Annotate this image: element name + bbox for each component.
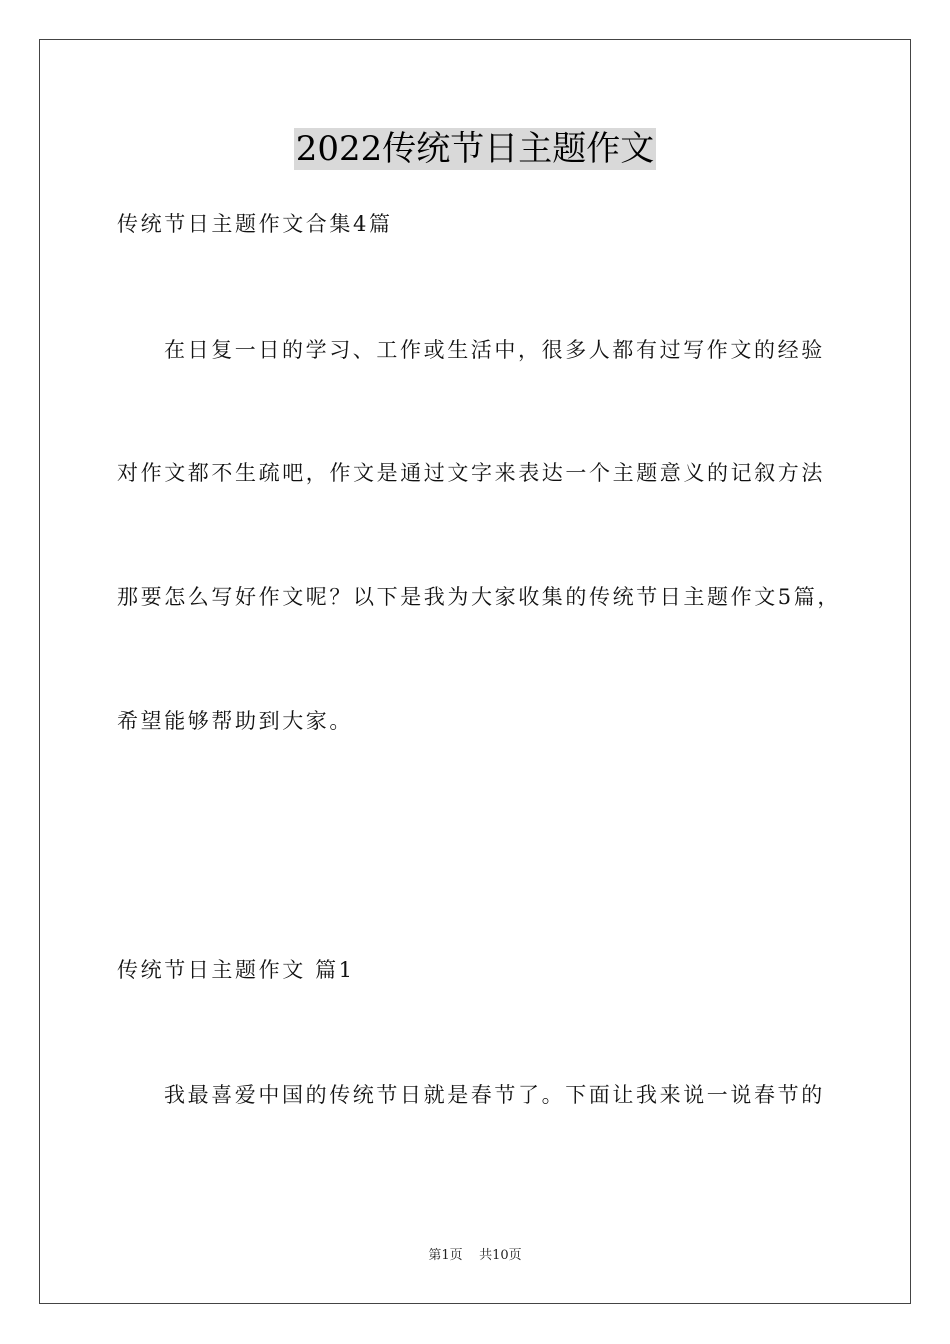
page-footer [0,1248,950,1264]
title-container [0,128,950,170]
intro-line-1: 在日复一日的学习、工作或生活中，很多人都有过写作文的经验 [164,338,825,362]
intro-line-2: 对作文都不生疏吧，作文是通过文字来表达一个主题意义的记叙方法 [117,461,825,485]
page-number: 第1页 [428,1248,463,1263]
document-subtitle: 传统节日主题作文合集4篇 [117,212,393,236]
section-line-1: 我最喜爱中国的传统节日就是春节了。下面让我来说一说春节的 [164,1083,825,1107]
document-title: 2022传统节日主题作文 [295,129,655,169]
intro-line-4: 希望能够帮助到大家。 [117,709,353,733]
intro-line-3: 那要怎么写好作文呢？以下是我为大家收集的传统节日主题作文5篇， [117,585,841,609]
page-total: 共10页 [479,1248,522,1263]
section-heading: 传统节日主题作文 篇1 [117,958,355,982]
